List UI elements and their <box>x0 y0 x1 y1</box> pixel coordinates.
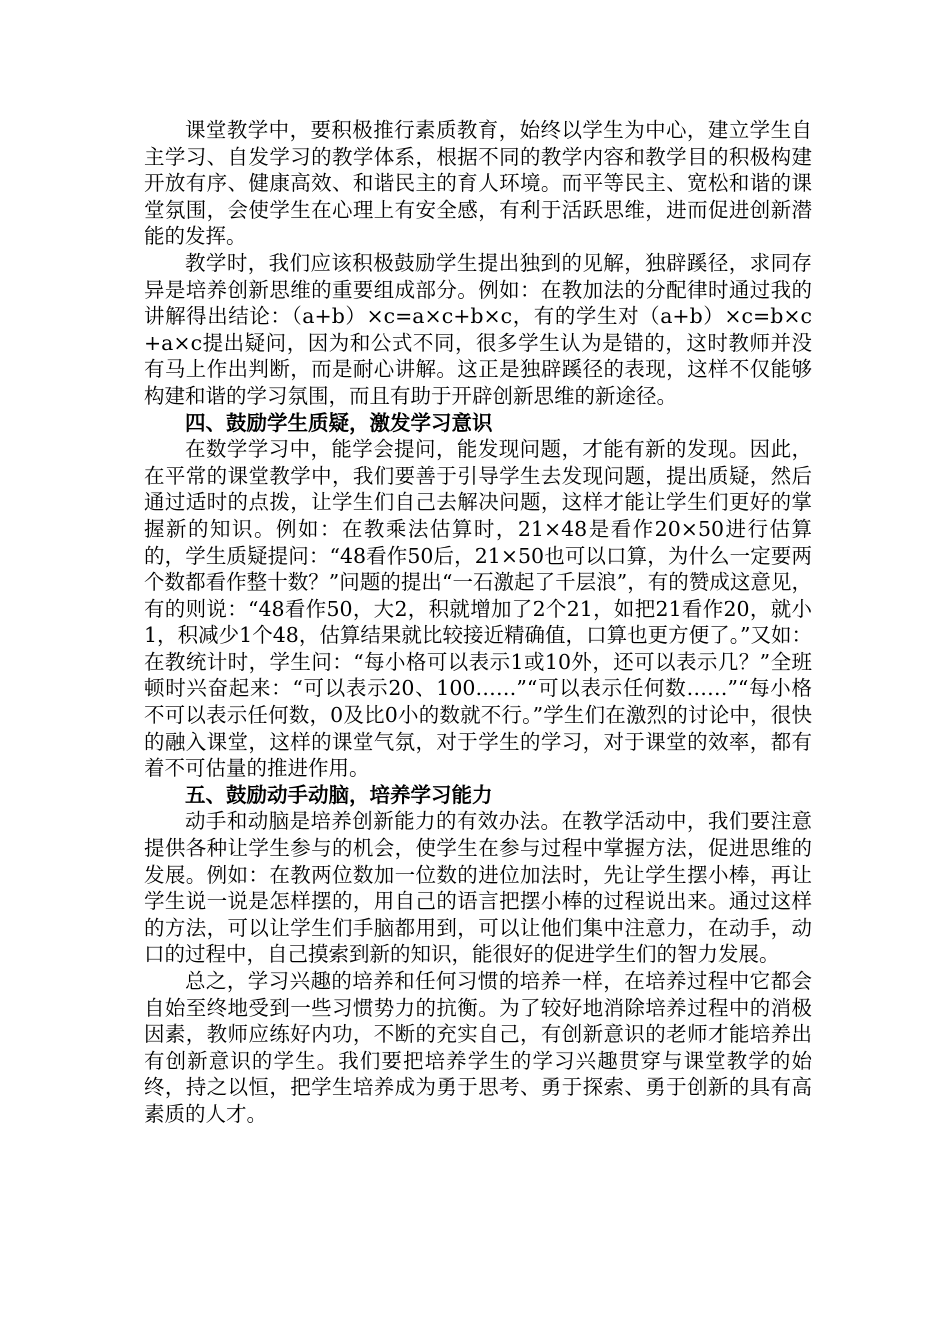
document-body <box>144 117 812 1128</box>
paragraph-hands-on-learning: 动手和动脑是培养创新能力的有效办法。在教学活动中，我们要注意提供各种让学生参与的机会，使学生在参与过程中掌握方法，促进思维的发展。例如：在教两位数加一位数的进位加法时，先让学生摆小棒，再让学生说一说是怎样摆的，用自己的语言把摆小棒的过程说出来。通过这样的方法，可以让学生们手脑都用到，可以让他们集中注意力，在动手，动口的过程中，自己摸索到新的知识，能很好的促进学生们的智力发展。 <box>144 809 812 967</box>
paragraph-classroom-environment: 课堂教学中，要积极推行素质教育，始终以学生为中心，建立学生自主学习、自发学习的教学体系，根据不同的教学内容和教学目的积极构建开放有序、健康高效、和谐民主的育人环境。而平等民主、宽松和谐的课堂氛围，会使学生在心理上有安全感，有利于活跃思维，进而促进创新潜能的发挥。 <box>144 118 812 249</box>
paragraph-questioning-example: 在数学学习中，能学会提问，能发现问题，才能有新的发现。因此，在平常的课堂教学中，我们要善于引导学生去发现问题，提出质疑，然后通过适时的点拨，让学生们自己去解决问题，这样才能让学生们更好的掌握新的知识。例如：在教乘法估算时，21×48是看作20×50进行估算的，学生质疑提问：“48看作50后，21×50也可以口算，为什么一定要两个数都看作整十数？”问题的提出“一石激起了千层浪”，有的赞成这意见，有的则说：“48看作50，大2，积就增加了2个21，如把21看作20，就小1，积减少1个48，估算结果就比较接近精确值，口算也更方便了。”又如：在教统计时，学生问：“每小格可以表示1或10外，还可以表示几？”全班顿时兴奋起来：“可以表示20、100……”“可以表示任何数……”“每小格不可以表示任何数，0及比0小的数就不行。”学生们在激烈的讨论中，很快的融入课堂，这样的课堂气氛，对于学生的学习，对于课堂的效率，都有着不可估量的推进作用。 <box>144 437 812 781</box>
section-heading-4: 四、鼓励学生质疑，激发学习意识 <box>185 410 493 435</box>
paragraph-encourage-unique-views: 教学时，我们应该积极鼓励学生提出独到的见解，独辟蹊径，求同存异是培养创新思维的重要组成部分。例如：在教加法的分配律时通过我的讲解得出结论：（a+b）×c=a×c+b×c，有的学生对（a+b）×c=b×c+a×c提出疑问，因为和公式不同，很多学生认为是错的，这时教师并没有马上作出判断，而是耐心讲解。这正是独辟蹊径的表现，这样不仅能够构建和谐的学习氛围，而且有助于开辟创新思维的新途径。 <box>144 250 812 408</box>
section-heading-5: 五、鼓励动手动脑，培养学习能力 <box>185 782 493 807</box>
paragraph-conclusion: 总之，学习兴趣的培养和任何习惯的培养一样，在培养过程中它都会自始至终地受到一些习惯势力的抗衡。为了较好地消除培养过程中的消极因素，教师应练好内功，不断的充实自己，有创新意识的老师才能培养出有创新意识的学生。我们要把培养学生的学习兴趣贯穿与课堂教学的始终，持之以恒，把学生培养成为勇于思考、勇于探索、勇于创新的具有高素质的人才。 <box>144 969 812 1126</box>
